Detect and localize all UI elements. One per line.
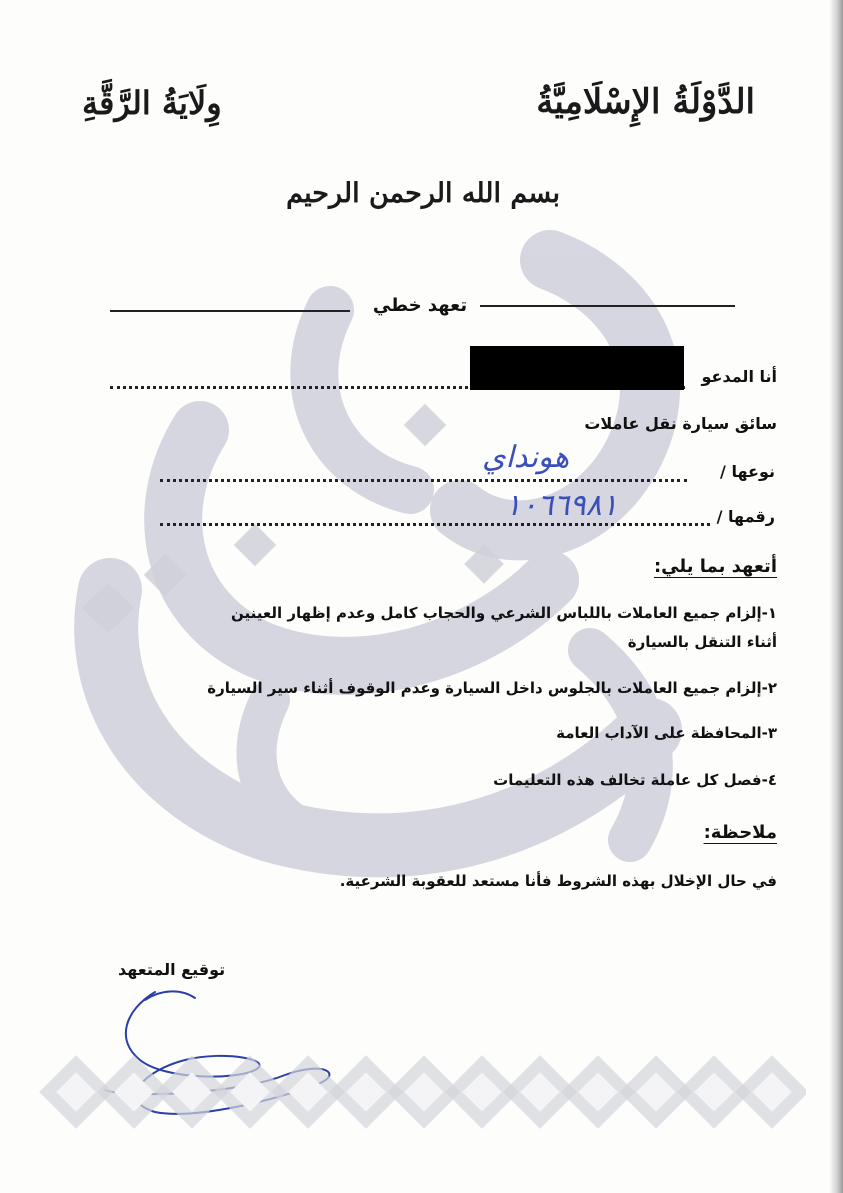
vehicle-number-label: رقمها / bbox=[716, 507, 775, 526]
note-text: في حال الإخلال بهذه الشروط فأنا مستعد للعقوبة الشرعية. bbox=[339, 872, 777, 890]
pledge-item-4: ٤-فصل كل عاملة تخالف هذه التعليمات bbox=[493, 771, 777, 789]
title-line-left bbox=[110, 310, 350, 312]
pledge-item-3: ٣-المحافظة على الآداب العامة bbox=[556, 724, 777, 742]
vehicle-number-dotted-line bbox=[160, 523, 710, 526]
calligraphy-watermark bbox=[30, 230, 790, 950]
note-heading: ملاحظة: bbox=[703, 822, 777, 843]
pledge-heading: أتعهد بما يلي: bbox=[653, 556, 777, 577]
basmala: بسم الله الرحمن الرحيم bbox=[286, 178, 560, 209]
job-description: سائق سيارة نقل عاملات bbox=[584, 414, 777, 433]
vehicle-type-dotted-line bbox=[160, 479, 687, 482]
document-title: تعهد خطي bbox=[372, 295, 468, 316]
title-line-right bbox=[480, 305, 735, 307]
pledge-item-2: ٢-إلزام جميع العاملات بالجلوس داخل السيارة وعدم الوقوف أثناء سير السيارة bbox=[207, 679, 777, 697]
pledge-item-1-continued: أثناء التنقل بالسيارة bbox=[627, 633, 777, 651]
vehicle-number-handwritten: ١٠٦٦٩٨١ bbox=[505, 488, 618, 523]
pledge-item-1: ١-إلزام جميع العاملات باللباس الشرعي والحجاب كامل وعدم إظهار العينين bbox=[231, 604, 777, 622]
vehicle-type-handwritten: هونداي bbox=[482, 440, 570, 475]
page-edge-shadow bbox=[829, 0, 843, 1193]
province-emblem-text: وِلَايَةُ الرَّقَّةِ bbox=[82, 84, 222, 122]
name-label: أنا المدعو bbox=[701, 367, 777, 386]
vehicle-type-label: نوعها / bbox=[720, 462, 775, 481]
ornamental-band bbox=[36, 1052, 806, 1132]
redaction-box bbox=[470, 346, 684, 390]
state-emblem-text: الدَّوْلَةُ الإِسْلَامِيَّةُ bbox=[536, 82, 755, 122]
signature-label: توقيع المتعهد bbox=[118, 960, 226, 979]
